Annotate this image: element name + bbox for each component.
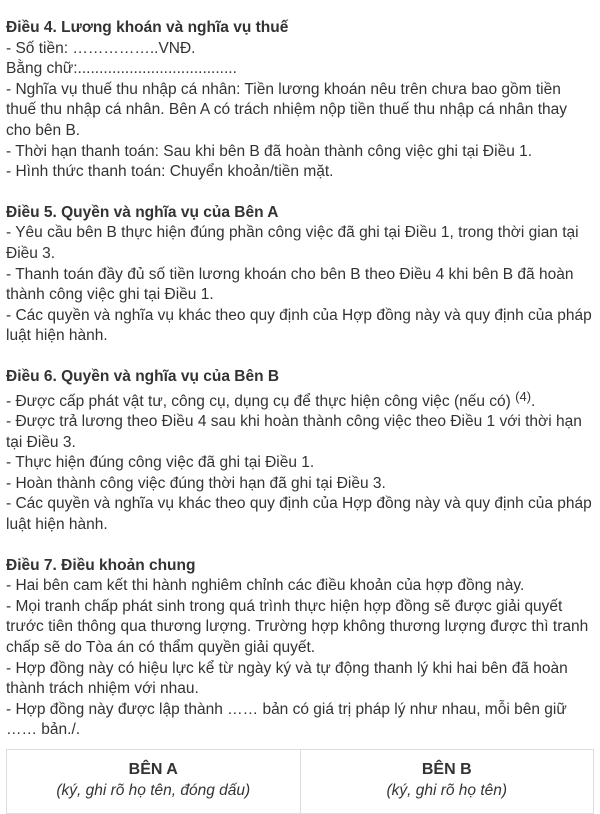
article-title: Điều 7. Điều khoản chung bbox=[6, 556, 196, 574]
signature-table bbox=[6, 749, 594, 814]
clause-line: - Các quyền và nghĩa vụ khác theo quy định của Hợp đồng này và quy định của pháp luật hiện hành. bbox=[6, 495, 597, 534]
amount-line: - Số tiền: ……………..VNĐ. bbox=[6, 39, 196, 57]
clause-line: - Hoàn thành công việc đúng thời hạn đã ghi tại Điều 3. bbox=[6, 474, 386, 492]
party-a-label: BÊN A bbox=[128, 761, 178, 778]
clause-line: - Thanh toán đầy đủ số tiền lương khoán cho bên B theo Điều 4 khi bên B đã hoàn thành công việc ghi tại Điều 1. bbox=[6, 265, 578, 304]
party-b-label: BÊN B bbox=[421, 761, 472, 778]
payment-term-line: - Thời hạn thanh toán: Sau khi bên B đã hoàn thành công việc ghi tại Điều 1. bbox=[6, 142, 533, 160]
clause-line: - Hợp đồng này được lập thành …… bản có giá trị pháp lý như nhau, mỗi bên giữ …… bản./. bbox=[6, 700, 572, 739]
article-title: Điều 4. Lương khoán và nghĩa vụ thuế bbox=[6, 19, 289, 36]
payment-method-line: - Hình thức thanh toán: Chuyển khoản/tiền mặt. bbox=[6, 163, 334, 181]
signature-cell-party-b bbox=[300, 750, 594, 814]
article-7 bbox=[6, 556, 594, 741]
clause-line: - Mọi tranh chấp phát sinh trong quá trình thực hiện hợp đồng sẽ được giải quyết trước tiên thông qua thương lượng. Trường hợp không thương lượng được thì tranh chấp sẽ do Tòa án có thẩm quyền giải quyết. bbox=[6, 597, 593, 657]
clause-line: - Các quyền và nghĩa vụ khác theo quy định của Hợp đồng này và quy định của pháp luật hiện hành. bbox=[6, 306, 597, 345]
tax-obligation-line: - Nghĩa vụ thuế thu nhập cá nhân: Tiền lương khoán nêu trên chưa bao gồm tiền thuế thu nhập cá nhân. Bên A có trách nhiệm nộp tiền thuế thu nhập cá nhân thay cho bên B. bbox=[6, 80, 572, 139]
clause-text: - Được cấp phát vật tư, công cụ, dụng cụ để thực hiện công việc (nếu có) bbox=[6, 392, 516, 410]
party-b-note: (ký, ghi rõ họ tên) bbox=[386, 782, 508, 799]
clause-line: - Yêu cầu bên B thực hiện đúng phần công việc đã ghi tại Điều 1, trong thời gian tại Điều 3. bbox=[6, 224, 583, 262]
article-title: Điều 5. Quyền và nghĩa vụ của Bên A bbox=[6, 203, 279, 221]
party-a-note: (ký, ghi rõ họ tên, đóng dấu) bbox=[56, 782, 251, 799]
clause-line: - Thực hiện đúng công việc đã ghi tại Điều 1. bbox=[6, 454, 315, 472]
clause-line: - Hợp đồng này có hiệu lực kể từ ngày ký và tự động thanh lý khi hai bên đã hoàn thành trách nhiệm với nhau. bbox=[6, 659, 573, 698]
clause-line-with-footnote bbox=[6, 388, 594, 413]
footnote-ref: (4) bbox=[515, 388, 532, 404]
amount-in-words-line: Bằng chữ:..................................... bbox=[6, 60, 237, 78]
footnote-tail: . bbox=[531, 392, 536, 410]
article-5 bbox=[6, 203, 597, 347]
article-title: Điều 6. Quyền và nghĩa vụ của Bên B bbox=[6, 367, 280, 385]
article-4 bbox=[6, 18, 594, 183]
clause-line: - Hai bên cam kết thi hành nghiêm chỉnh các điều khoản của hợp đồng này. bbox=[6, 577, 525, 595]
signature-cell-party-a bbox=[7, 750, 301, 814]
clause-line: - Được trả lương theo Điều 4 sau khi hoàn thành công việc theo Điều 1 với thời hạn tại Điều 3. bbox=[6, 413, 587, 451]
article-6 bbox=[6, 367, 597, 536]
